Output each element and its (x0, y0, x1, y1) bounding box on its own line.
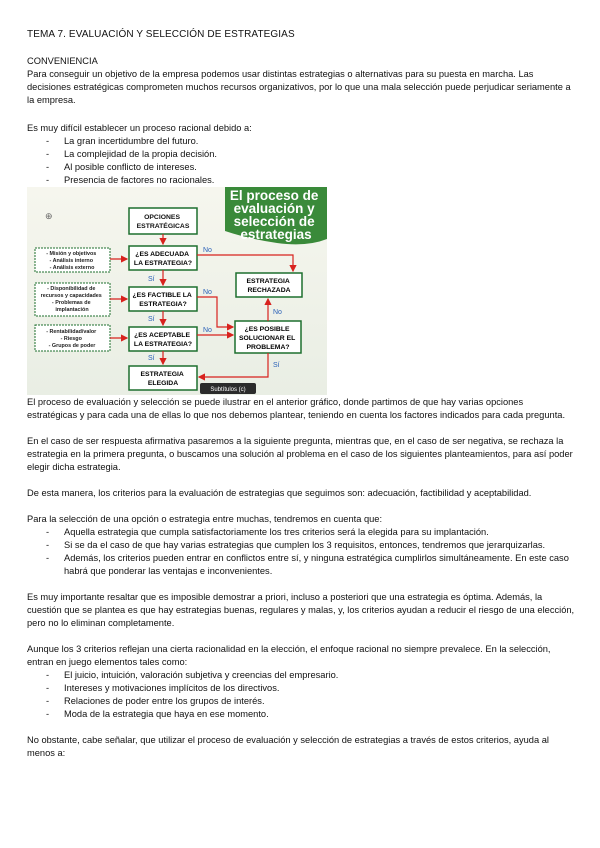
page-title: TEMA 7. EVALUACIÓN Y SELECCIÓN DE ESTRATEGIAS (27, 29, 295, 40)
section-conveniencia (27, 55, 575, 107)
svg-text:No: No (203, 327, 212, 334)
svg-text:No: No (273, 309, 282, 316)
paragraph: De esta manera, los criterios para la evaluación de estrategias que seguimos son: adecuación, factibilidad y aceptabilidad. (27, 488, 532, 498)
list-item: - Si se da el caso de que hay varias estrategias que cumplen los 3 requisitos, entonces, tendremos que jerarquizarlas. (27, 539, 575, 552)
section-dificil (27, 122, 575, 187)
section-heading: CONVENIENCIA (27, 56, 98, 66)
bullet-list (27, 135, 575, 187)
svg-text:- Disponibilidad de recu: - Disponibilidad de recursos y capacidades - Problemas de implantación (40, 286, 102, 313)
no-label: No (203, 247, 212, 254)
svg-text:¿ES POSIBLE SOLUCIONAR E: ¿ES POSIBLE SOLUCIONAR EL PROBLEMA? (238, 326, 296, 351)
paragraph: Para la selección de una opción o estrategia entre muchas, tendremos en cuenta que: (27, 514, 383, 524)
paragraph: No obstante, cabe señalar, que utilizar el proceso de evaluación y selección de estrategias a través de estos criterios, ayuda al menos a: (27, 735, 549, 758)
svg-text:¿ES ACEPTABLE LA ESTRATE: ¿ES ACEPTABLE LA ESTRATEGIA? (133, 332, 193, 348)
svg-text:¿ES FACTIBLE LA ESTRATEG: ¿ES FACTIBLE LA ESTRATEGIA? (132, 292, 192, 308)
svg-text:- Rentabilidad/valor - R: - Rentabilidad/valor - Riesgo - Grupos de poder (46, 329, 97, 349)
cursor-icon: ⊕ (45, 211, 53, 221)
svg-text:Sí: Sí (148, 316, 155, 323)
diagram-title: El proceso de evaluación y selección de estrategias (229, 188, 319, 242)
paragraph: Es muy difícil establecer un proceso racional debido a: (27, 123, 252, 133)
list-item: - Presencia de factores no racionales. (27, 174, 575, 187)
list-item: - Al posible conflicto de intereses. (27, 161, 575, 174)
svg-text:Subtítulos (c): Subtítulos (c) (210, 387, 246, 393)
svg-text:Sí: Sí (273, 362, 280, 369)
svg-text:Sí: Sí (148, 355, 155, 362)
list-item: - Intereses y motivaciones implícitos de los directivos. (27, 682, 575, 695)
list-item: - La complejidad de la propia decisión. (27, 148, 575, 161)
list-item: - Relaciones de poder entre los grupos de interés. (27, 695, 575, 708)
paragraph: El proceso de evaluación y selección se puede ilustrar en el anterior gráfico, donde partimos de que hay varias opciones estratégicas y para cada una de ellas lo que nos debemos plantear, teniendo en cuenta los factores indicados para cada pregunta. (27, 397, 566, 420)
svg-text:¿ES ADECUADA LA ESTRATEG: ¿ES ADECUADA LA ESTRATEGIA? (133, 251, 193, 267)
svg-text:OPCIONES ESTRATÉGICAS: OPCIONES ESTRATÉGICAS (136, 214, 190, 230)
si-label: Sí (148, 276, 155, 283)
list-item: - Moda de la estrategia que haya en ese momento. (27, 708, 575, 721)
paragraph: Es muy importante resaltar que es imposible demostrar a priori, incluso a posteriori que una estrategia es óptima. Además, la cuestión que se plantea es que hay estrategias buenas, regulares y malas, y, los criterios ayudan a reducir el riesgo de una elección, pero no lo eliminan completamente. (27, 592, 575, 628)
list-item: - La gran incertidumbre del futuro. (27, 135, 575, 148)
list-item: - Aquella estrategia que cumpla satisfactoriamente los tres criterios será la elegida para su implantación. (27, 526, 575, 539)
paragraph: En el caso de ser respuesta afirmativa pasaremos a la siguiente pregunta, mientras que, en el caso de ser negativa, se rechaza la estrategia en la primera pregunta, o buscamos una solución al problema en el caso de los siguientes planteamientos, para así poder elegir dicha estrategia. (27, 436, 573, 472)
process-diagram (27, 187, 327, 395)
bullet-list (27, 669, 575, 721)
svg-text:ESTRATEGIA RECHAZADA: ESTRATEGIA RECHAZADA (246, 278, 291, 294)
svg-text:No: No (203, 289, 212, 296)
paragraph: Aunque los 3 criterios reflejan una cierta racionalidad en la elección, el enfoque racional no siempre prevalece. En la selección, entran en juego elementos tales como: (27, 644, 551, 667)
paragraph: Para conseguir un objetivo de la empresa podemos usar distintas estrategias o alternativas para su puesta en marcha. Las decisiones estratégicas comprometen muchos recursos organizativos, por lo que una mala selección puede perjudicar seriamente a la empresa. (27, 69, 571, 105)
svg-text:- Misión y objetivos - A: - Misión y objetivos - Análisis interno - Análisis externo (46, 251, 97, 271)
opciones-box (129, 208, 197, 234)
list-item: - El juicio, intuición, valoración subjetiva y creencias del empresario. (27, 669, 575, 682)
body-text (27, 396, 575, 760)
list-item: - Además, los criterios pueden entrar en conflictos entre sí, y ninguna estratégica cumplirlos simultáneamente. En este caso habrá que ponderar las ventajas e inconvenientes. (27, 552, 575, 578)
bullet-list (27, 526, 575, 578)
svg-text:ESTRATEGIA ELEGIDA: ESTRATEGIA ELEGIDA (140, 371, 184, 387)
